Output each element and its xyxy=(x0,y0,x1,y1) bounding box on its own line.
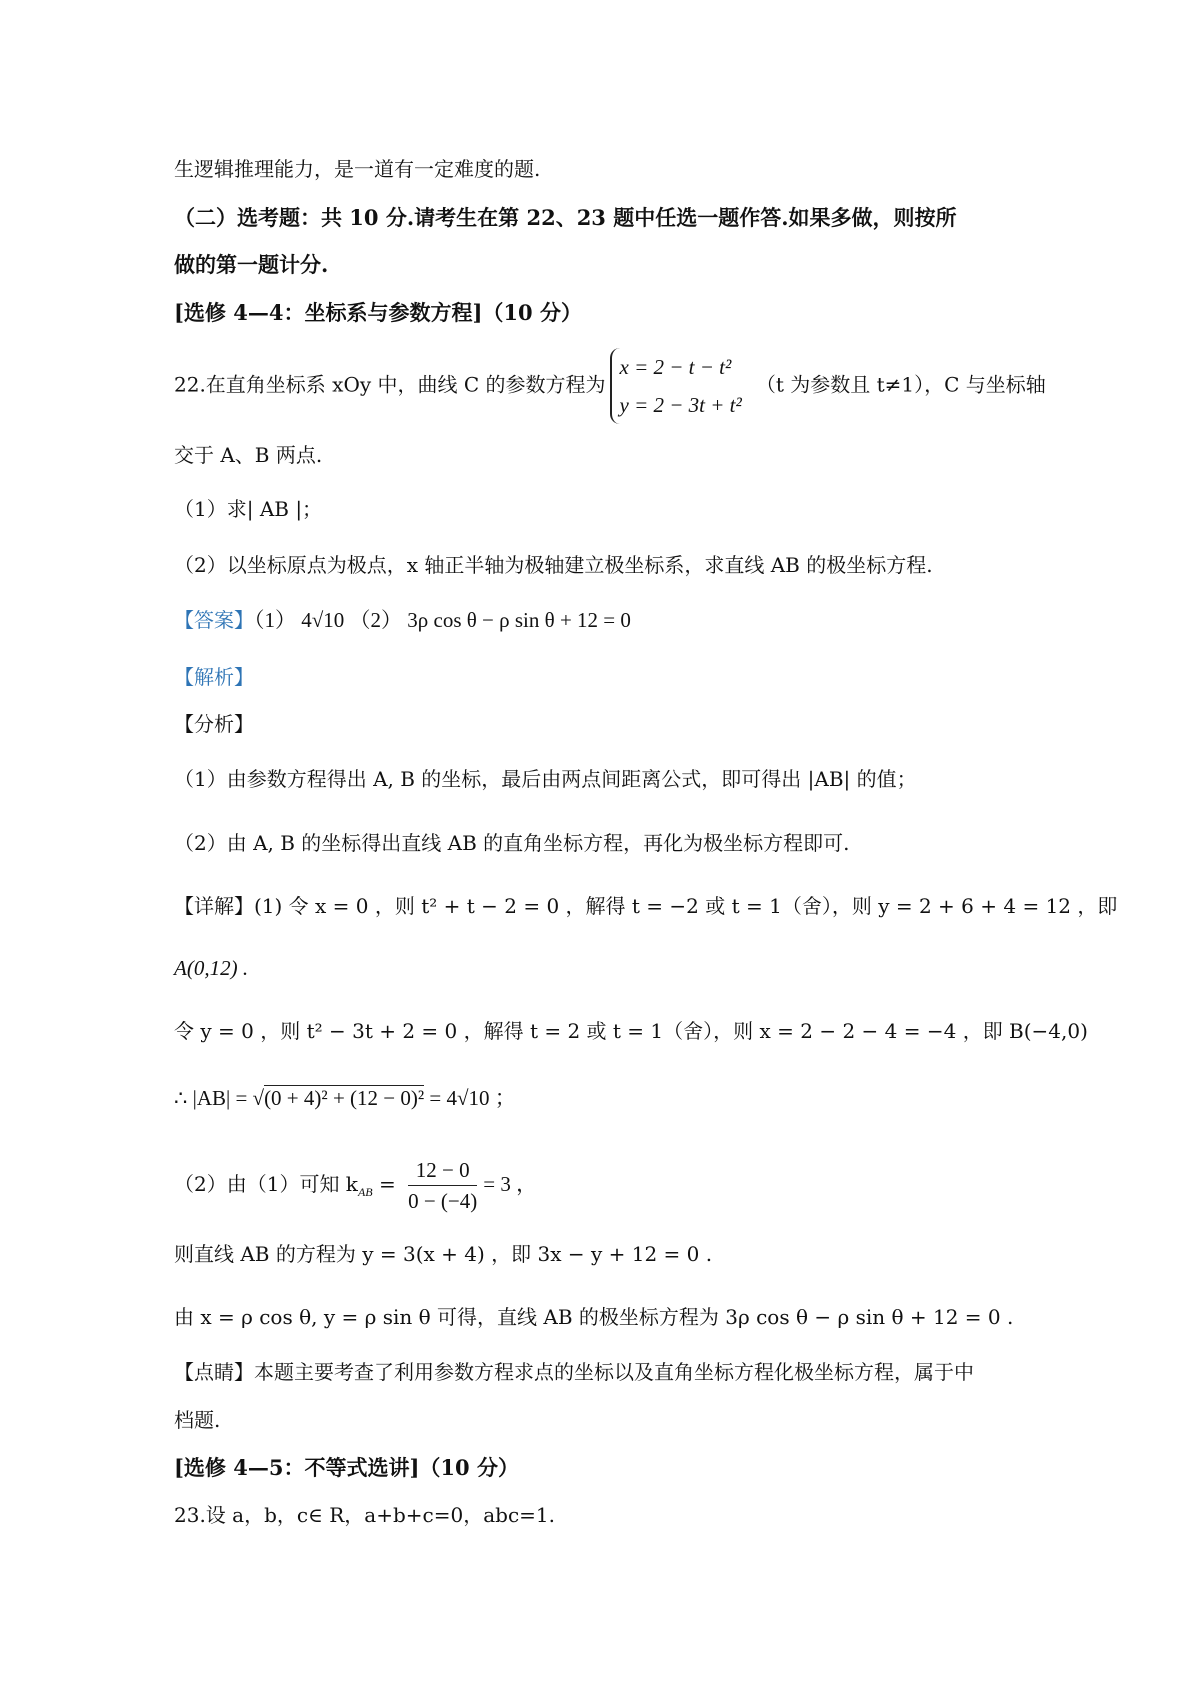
text-line: 生逻辑推理能力，是一道有一定难度的题. xyxy=(174,157,541,181)
parametric-system xyxy=(610,348,742,424)
slope-fraction xyxy=(408,1155,477,1216)
section-heading: （二）选考题：共 10 分.请考生在第 22、23 题中任选一题作答.如果多做，则按所 xyxy=(174,205,957,230)
point-a: A(0,12) . xyxy=(174,956,249,980)
subquestion-1: （1）求| AB |； xyxy=(174,497,323,521)
formula-result: = 4√10 ； xyxy=(424,1086,516,1110)
detail-line: 【详解】(1) 令 x = 0 ，则 t² + t − 2 = 0 ，解得 t = −2 或 t = 1（舍），则 y = 2 + 6 + 4 = 12 ，即 xyxy=(174,894,1118,918)
text-line: （1）由参数方程得出 A, B 的坐标，最后由两点间距离公式，即可得出 |AB| 的值； xyxy=(174,767,917,791)
answer-text: （1） 4√10 （2） 3ρ cos θ − ρ sin θ + 12 = 0 xyxy=(254,608,631,632)
fenxi-tag: 【分析】 xyxy=(174,712,254,736)
answer-tag: 【答案】 xyxy=(174,608,254,632)
elective-4-4-heading: [选修 4—4：坐标系与参数方程]（10 分） xyxy=(174,300,582,325)
text-line: 交于 A、B 两点. xyxy=(174,443,323,467)
elective-4-5-heading: [选修 4—5：不等式选讲]（10 分） xyxy=(174,1455,519,1480)
slope-prefix: （2）由（1）可知 k xyxy=(174,1172,358,1196)
slope-result: = 3 ， xyxy=(483,1172,538,1196)
analysis-tag: 【解析】 xyxy=(174,665,254,689)
radicand: (0 + 4)² + (12 − 0)² xyxy=(264,1086,425,1110)
subquestion-2: （2）以坐标原点为极点，x 轴正半轴为极轴建立极坐标系，求直线 AB 的极坐标方程. xyxy=(174,553,933,577)
slope-line: （2）由（1）可知 $k_{AB}$ = $\frac{12 - 0}{0 - (-4)}$ = 3 ， xyxy=(174,1155,537,1216)
q22-prefix: 22.在直角坐标系 xOy 中，曲线 C 的参数方程为 xyxy=(174,372,606,397)
section-heading-cont: 做的第一题计分. xyxy=(174,252,329,277)
question-22 xyxy=(174,348,1046,424)
slope-subscript: AB xyxy=(357,1185,373,1199)
comment-line: 【点睛】本题主要考查了利用参数方程求点的坐标以及直角坐标方程化极坐标方程，属于中 xyxy=(174,1360,974,1384)
q22-suffix: （t 为参数且 t≠1），C 与坐标轴 xyxy=(755,372,1046,397)
answer-line xyxy=(174,606,631,634)
detail-line: 令 y = 0 ，则 t² − 3t + 2 = 0 ，解得 t = 2 或 t = 1（舍），则 x = 2 − 2 − 4 = −4 ，即 B(−4,0) xyxy=(174,1019,1088,1043)
formula-prefix: ∴ |AB| = √ xyxy=(174,1086,265,1110)
detail-line: 由 x = ρ cos θ, y = ρ sin θ 可得，直线 AB 的极坐标方程为 3ρ cos θ − ρ sin θ + 12 = 0 . xyxy=(174,1305,1014,1329)
text-line: （2）由 A, B 的坐标得出直线 AB 的直角坐标方程，再化为极坐标方程即可. xyxy=(174,831,850,855)
equation-y: y = 2 − 3t + t² xyxy=(619,393,742,417)
distance-formula xyxy=(174,1084,516,1112)
comment-line-cont: 档题. xyxy=(174,1408,221,1432)
numerator: 12 − 0 xyxy=(408,1155,477,1186)
denominator: 0 − (−4) xyxy=(408,1189,478,1213)
equation-x: x = 2 − t − t² xyxy=(619,355,732,379)
question-23: 23.设 a，b，c∈ R，a+b+c=0，abc=1. xyxy=(174,1503,556,1527)
detail-line: 则直线 AB 的方程为 y = 3(x + 4) ，即 3x − y + 12 = 0 . xyxy=(174,1242,713,1266)
